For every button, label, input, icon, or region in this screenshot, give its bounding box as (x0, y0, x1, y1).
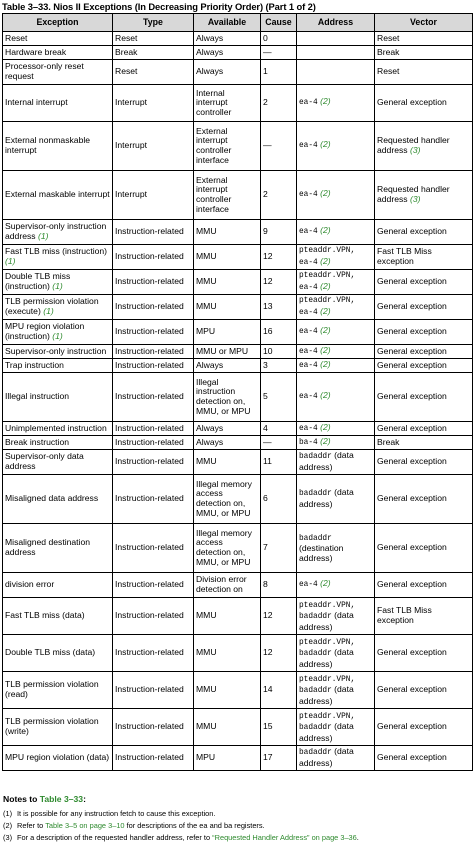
table-row (3, 709, 473, 746)
cell-vector: Reset (375, 32, 473, 46)
cell-exception: Misaligned data address (3, 475, 113, 524)
cell-type: Instruction-related (113, 436, 194, 450)
note-3-link[interactable]: “Requested Handler Address” on page 3–36 (212, 833, 357, 842)
cell-vector: General exception (375, 475, 473, 524)
cell-address: badaddr (data address) (297, 450, 375, 475)
cell-available: MMU (194, 709, 261, 746)
cell-available: External interrupt controller interface (194, 171, 261, 220)
cell-cause: 6 (261, 475, 297, 524)
table-row (3, 598, 473, 635)
cell-exception: Supervisor-only instruction (3, 345, 113, 359)
cell-available: Illegal instruction detection on, MMU, or MPU (194, 373, 261, 422)
cell-address: ea-4 (2) (297, 573, 375, 598)
cell-cause: 2 (261, 171, 297, 220)
cell-available: Always (194, 422, 261, 436)
cell-cause: 15 (261, 709, 297, 746)
cell-address: ea-4 (2) (297, 422, 375, 436)
cell-vector: Reset (375, 60, 473, 85)
notes-title-ref[interactable]: Table 3–33 (39, 794, 84, 804)
cell-address (297, 46, 375, 60)
cell-type: Instruction-related (113, 245, 194, 270)
cell-exception: External maskable interrupt (3, 171, 113, 220)
cell-exception: Supervisor-only data address (3, 450, 113, 475)
cell-vector: General exception (375, 524, 473, 573)
cell-cause: — (261, 46, 297, 60)
cell-cause: 9 (261, 220, 297, 245)
cell-address: pteaddr.VPN, badaddr (data address) (297, 598, 375, 635)
cell-type: Instruction-related (113, 672, 194, 709)
table-row (3, 573, 473, 598)
cell-available: Illegal memory access detection on, MMU, or MPU (194, 475, 261, 524)
note-2: (2) Refer to Table 3–5 on page 3–10 for descriptions of the ea and ba registers. (3, 821, 265, 830)
col-header-vector: Vector (375, 14, 473, 32)
cell-address: badaddr (destination address) (297, 524, 375, 573)
cell-type: Instruction-related (113, 295, 194, 320)
cell-cause: 2 (261, 85, 297, 122)
cell-type: Interrupt (113, 171, 194, 220)
cell-vector: General exception (375, 373, 473, 422)
cell-cause: 13 (261, 295, 297, 320)
table-row (3, 436, 473, 450)
cell-address: ea-4 (2) (297, 85, 375, 122)
cell-type: Reset (113, 60, 194, 85)
cell-vector: General exception (375, 746, 473, 771)
cell-available: MMU (194, 635, 261, 672)
table-row (3, 46, 473, 60)
cell-available: MPU (194, 746, 261, 771)
cell-address: ea-4 (2) (297, 171, 375, 220)
cell-exception: Reset (3, 32, 113, 46)
exceptions-table (2, 13, 473, 771)
table-notes (3, 794, 471, 844)
cell-vector: Requested handler address (3) (375, 171, 473, 220)
cell-cause: 16 (261, 320, 297, 345)
cell-type: Break (113, 46, 194, 60)
cell-address: ea-4 (2) (297, 122, 375, 171)
cell-cause: 7 (261, 524, 297, 573)
cell-vector: Fast TLB Miss exception (375, 598, 473, 635)
table-row (3, 85, 473, 122)
cell-vector: General exception (375, 672, 473, 709)
cell-vector: General exception (375, 635, 473, 672)
cell-cause: — (261, 436, 297, 450)
cell-type: Instruction-related (113, 450, 194, 475)
cell-exception: Hardware break (3, 46, 113, 60)
cell-exception: External nonmaskable interrupt (3, 122, 113, 171)
cell-vector: General exception (375, 295, 473, 320)
col-header-exception: Exception (3, 14, 113, 32)
col-header-type: Type (113, 14, 194, 32)
cell-type: Instruction-related (113, 598, 194, 635)
cell-exception: Double TLB miss (data) (3, 635, 113, 672)
cell-available: MMU (194, 245, 261, 270)
note-2-link[interactable]: Table 3–5 on page 3–10 (45, 821, 125, 830)
header-row (3, 14, 473, 32)
cell-cause: — (261, 122, 297, 171)
cell-vector: General exception (375, 320, 473, 345)
cell-address: badaddr (data address) (297, 746, 375, 771)
table-row (3, 475, 473, 524)
cell-exception: Supervisor-only instruction address (1) (3, 220, 113, 245)
cell-vector: Fast TLB Miss exception (375, 245, 473, 270)
cell-address: pteaddr.VPN, ea-4 (2) (297, 295, 375, 320)
cell-vector: General exception (375, 573, 473, 598)
cell-vector: General exception (375, 220, 473, 245)
table-row (3, 345, 473, 359)
cell-available: MMU (194, 270, 261, 295)
table-row (3, 746, 473, 771)
cell-type: Instruction-related (113, 422, 194, 436)
cell-type: Instruction-related (113, 320, 194, 345)
cell-cause: 11 (261, 450, 297, 475)
table-row (3, 422, 473, 436)
cell-type: Instruction-related (113, 709, 194, 746)
cell-cause: 17 (261, 746, 297, 771)
cell-address (297, 60, 375, 85)
cell-exception: Double TLB miss (instruction) (1) (3, 270, 113, 295)
cell-vector: General exception (375, 85, 473, 122)
cell-exception: MPU region violation (instruction) (1) (3, 320, 113, 345)
cell-type: Instruction-related (113, 373, 194, 422)
cell-address: ba-4 (2) (297, 436, 375, 450)
col-header-address: Address (297, 14, 375, 32)
table-row (3, 171, 473, 220)
table-row (3, 220, 473, 245)
table-row (3, 320, 473, 345)
cell-vector: General exception (375, 709, 473, 746)
table-row (3, 672, 473, 709)
cell-cause: 3 (261, 359, 297, 373)
cell-type: Instruction-related (113, 635, 194, 672)
cell-exception: division error (3, 573, 113, 598)
table-row (3, 270, 473, 295)
col-header-available: Available (194, 14, 261, 32)
table-title: Table 3–33. Nios II Exceptions (In Decreasing Priority Order) (Part 1 of 2) (2, 1, 316, 12)
cell-exception: TLB permission violation (write) (3, 709, 113, 746)
cell-address: ea-4 (2) (297, 345, 375, 359)
table-row (3, 450, 473, 475)
cell-available: Always (194, 359, 261, 373)
col-header-cause: Cause (261, 14, 297, 32)
cell-available: MMU (194, 598, 261, 635)
cell-vector: General exception (375, 422, 473, 436)
cell-cause: 4 (261, 422, 297, 436)
cell-vector: Requested handler address (3) (375, 122, 473, 171)
table-row (3, 245, 473, 270)
cell-address: pteaddr.VPN, badaddr (data address) (297, 709, 375, 746)
cell-vector: General exception (375, 270, 473, 295)
cell-available: MMU (194, 450, 261, 475)
cell-type: Instruction-related (113, 270, 194, 295)
table-row (3, 359, 473, 373)
cell-exception: Break instruction (3, 436, 113, 450)
cell-cause: 14 (261, 672, 297, 709)
cell-cause: 1 (261, 60, 297, 85)
cell-address: pteaddr.VPN, ea-4 (2) (297, 270, 375, 295)
cell-cause: 10 (261, 345, 297, 359)
cell-type: Interrupt (113, 122, 194, 171)
cell-available: MMU or MPU (194, 345, 261, 359)
cell-cause: 5 (261, 373, 297, 422)
cell-available: MMU (194, 220, 261, 245)
notes-title: Notes to Table 3–33: (3, 794, 86, 804)
table-row (3, 32, 473, 46)
cell-cause: 12 (261, 635, 297, 672)
cell-type: Instruction-related (113, 359, 194, 373)
cell-exception: Fast TLB miss (data) (3, 598, 113, 635)
cell-type: Instruction-related (113, 220, 194, 245)
cell-vector: Break (375, 46, 473, 60)
cell-address: ea-4 (2) (297, 220, 375, 245)
cell-type: Interrupt (113, 85, 194, 122)
cell-address (297, 32, 375, 46)
cell-address: ea-4 (2) (297, 320, 375, 345)
cell-cause: 12 (261, 270, 297, 295)
table-row (3, 60, 473, 85)
cell-vector: Break (375, 436, 473, 450)
cell-exception: MPU region violation (data) (3, 746, 113, 771)
table-row (3, 524, 473, 573)
cell-type: Instruction-related (113, 475, 194, 524)
cell-exception: Processor-only reset request (3, 60, 113, 85)
cell-exception: Unimplemented instruction (3, 422, 113, 436)
cell-cause: 12 (261, 598, 297, 635)
cell-exception: Fast TLB miss (instruction) (1) (3, 245, 113, 270)
cell-address: ea-4 (2) (297, 359, 375, 373)
note-1: (1) It is possible for any instruction fetch to cause this exception. (3, 809, 216, 818)
cell-exception: Illegal instruction (3, 373, 113, 422)
cell-type: Reset (113, 32, 194, 46)
cell-available: External interrupt controller interface (194, 122, 261, 171)
cell-type: Instruction-related (113, 345, 194, 359)
cell-type: Instruction-related (113, 524, 194, 573)
cell-cause: 8 (261, 573, 297, 598)
table-row (3, 635, 473, 672)
note-3: (3) For a description of the requested handler address, refer to “Requested Handler Address” on page 3–36. (3, 833, 359, 842)
cell-exception: TLB permission violation (execute) (1) (3, 295, 113, 320)
cell-exception: Misaligned destination address (3, 524, 113, 573)
table-row (3, 373, 473, 422)
cell-address: pteaddr.VPN, badaddr (data address) (297, 635, 375, 672)
table-row (3, 122, 473, 171)
cell-exception: Internal interrupt (3, 85, 113, 122)
cell-available: MMU (194, 672, 261, 709)
cell-available: Division error detection on (194, 573, 261, 598)
cell-type: Instruction-related (113, 746, 194, 771)
cell-cause: 0 (261, 32, 297, 46)
cell-available: Always (194, 436, 261, 450)
cell-available: Internal interrupt controller (194, 85, 261, 122)
cell-vector: General exception (375, 359, 473, 373)
cell-exception: TLB permission violation (read) (3, 672, 113, 709)
cell-available: Always (194, 46, 261, 60)
cell-available: MPU (194, 320, 261, 345)
cell-available: Always (194, 32, 261, 46)
table-row (3, 295, 473, 320)
cell-available: MMU (194, 295, 261, 320)
cell-address: ea-4 (2) (297, 373, 375, 422)
cell-vector: General exception (375, 450, 473, 475)
cell-exception: Trap instruction (3, 359, 113, 373)
cell-address: pteaddr.VPN, badaddr (data address) (297, 672, 375, 709)
cell-cause: 12 (261, 245, 297, 270)
cell-address: pteaddr.VPN, ea-4 (2) (297, 245, 375, 270)
cell-available: Always (194, 60, 261, 85)
cell-address: badaddr (data address) (297, 475, 375, 524)
cell-type: Instruction-related (113, 573, 194, 598)
cell-available: Illegal memory access detection on, MMU, or MPU (194, 524, 261, 573)
cell-vector: General exception (375, 345, 473, 359)
